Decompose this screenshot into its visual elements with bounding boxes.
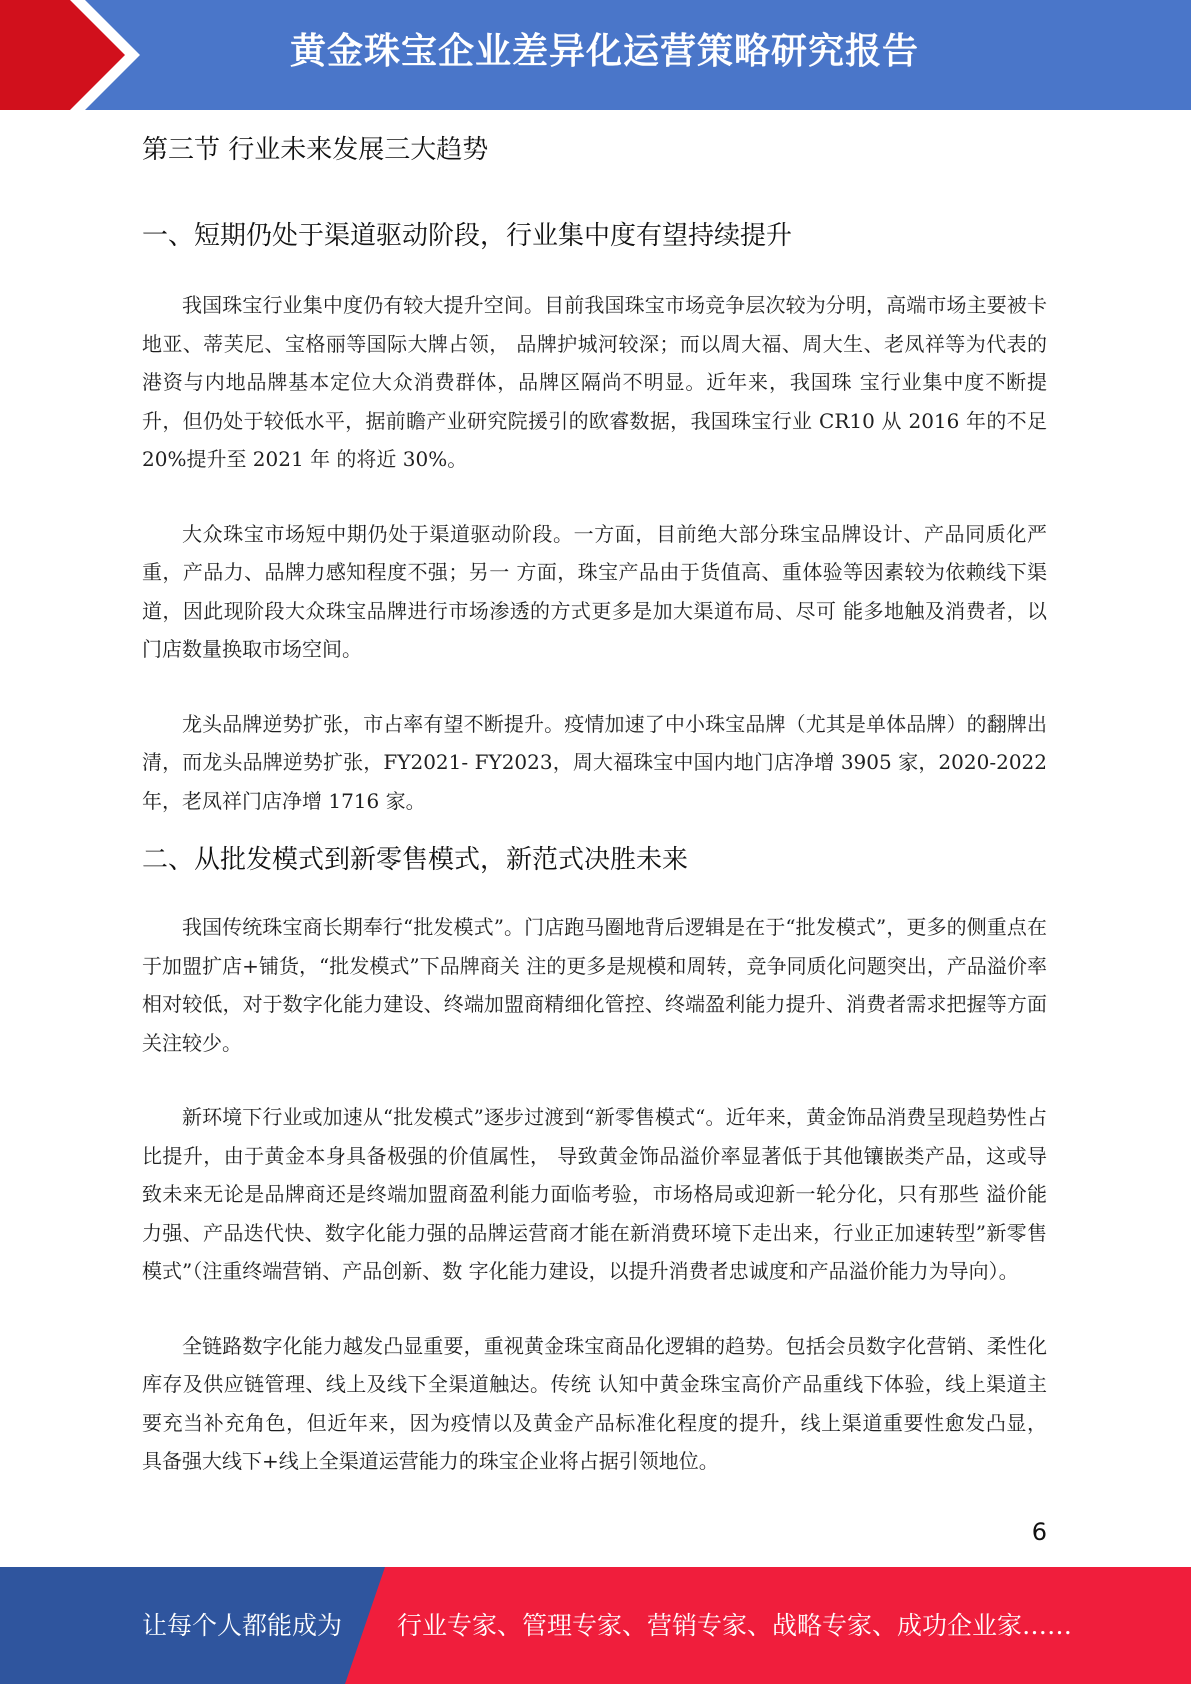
paragraph-4: 我国传统珠宝商长期奉行“批发模式”。门店跑马圈地背后逻辑是在于“批发模式”，更多的侧重点在于加盟扩店+铺货，“批发模式”下品牌商关 注的更多是规模和周转，竞争同质化问题突出，产品溢价率相对较低，对于数字化能力建设、终端加盟商精细化管控、终端盈利能力提升、消费者需求把握等方面关注较少。 (142, 915, 1047, 1055)
main-content (142, 128, 1047, 1481)
footer-slogan-left: 让每个人都能成为 (142, 1611, 343, 1640)
page-header (0, 0, 1191, 110)
section-title: 第三节 行业未来发展三大趋势 (142, 135, 489, 165)
page-number: 6 (1031, 1518, 1047, 1546)
paragraph-1: 我国珠宝行业集中度仍有较大提升空间。目前我国珠宝市场竞争层次较为分明，高端市场主要被卡地亚、蒂芙尼、宝格丽等国际大牌占领， 品牌护城河较深；而以周大福、周大生、老凤祥等为代表的港资与内地品牌基本定位大众消费群体，品牌区隔尚不明显。近年来，我国珠 宝行业集中度不断提升，但仍处于较低水平，据前瞻产业研究院援引的欧睿数据，我国珠宝行业 CR10 从 2016 年的不足 20%提升至 2021 年 的将近 30%。 (142, 293, 1047, 471)
paragraph-5: 新环境下行业或加速从“批发模式”逐步过渡到“新零售模式“。近年来，黄金饰品消费呈现趋势性占比提升，由于黄金本身具备极强的价值属性， 导致黄金饰品溢价率显著低于其他镶嵌类产品，这或导致未来无论是品牌商还是终端加盟商盈利能力面临考验，市场格局或迎新一轮分化，只有那些 溢价能力强、产品迭代快、数字化能力强的品牌运营商才能在新消费环境下走出来，行业正加速转型”新零售模式”（注重终端营销、产品创新、数 字化能力建设，以提升消费者忠诚度和产品溢价能力为导向）。 (142, 1105, 1047, 1283)
heading-2: 二、从批发模式到新零售模式，新范式决胜未来 (142, 845, 689, 875)
paragraph-3: 龙头品牌逆势扩张，市占率有望不断提升。疫情加速了中小珠宝品牌（尤其是单体品牌）的翻牌出清，而龙头品牌逆势扩张，FY2021- FY2023，周大福珠宝中国内地门店净增 3905 家，2020-2022 年，老凤祥门店净增 1716 家。 (142, 711, 1047, 813)
paragraph-2: 大众珠宝市场短中期仍处于渠道驱动阶段。一方面，目前绝大部分珠宝品牌设计、产品同质化严重，产品力、品牌力感知程度不强；另一 方面，珠宝产品由于货值高、重体验等因素较为依赖线下渠道，因此现阶段大众珠宝品牌进行市场渗透的方式更多是加大渠道布局、尽可 能多地触及消费者，以门店数量换取市场空间。 (142, 521, 1047, 661)
paragraph-6: 全链路数字化能力越发凸显重要，重视黄金珠宝商品化逻辑的趋势。包括会员数字化营销、柔性化库存及供应链管理、线上及线下全渠道触达。传统 认知中黄金珠宝高价产品重线下体验，线上渠道主要充当补充角色，但近年来，因为疫情以及黄金产品标准化程度的提升，线上渠道重要性愈发凸显， 具备强大线下+线上全渠道运营能力的珠宝企业将占据引领地位。 (142, 1333, 1047, 1473)
page-footer (0, 1567, 1191, 1684)
report-title: 黄金珠宝企业差异化运营策略研究报告 (289, 31, 919, 72)
heading-1: 一、短期仍处于渠道驱动阶段，行业集中度有望持续提升 (142, 221, 793, 251)
footer-slogan-right: 行业专家、管理专家、营销专家、战略专家、成功企业家…… (397, 1611, 1073, 1640)
